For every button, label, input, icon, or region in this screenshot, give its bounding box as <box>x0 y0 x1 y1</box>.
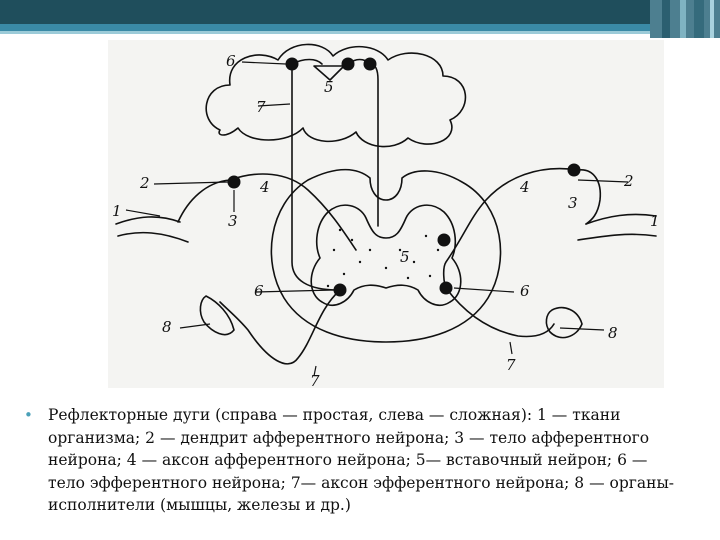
label-6-right: 6 <box>520 282 530 300</box>
label-5-center: 5 <box>400 248 410 266</box>
label-2-left: 2 <box>140 174 150 192</box>
figure-caption <box>24 404 684 517</box>
label-1-left: 1 <box>112 202 122 220</box>
label-5-top: 5 <box>324 78 334 96</box>
efferent-body-top-right <box>364 58 377 71</box>
label-6-left: 6 <box>254 282 264 300</box>
label-3-right: 3 <box>568 194 578 212</box>
efferent-body-top-mid <box>342 58 355 71</box>
label-8-left: 8 <box>162 318 172 336</box>
slide-header-bar <box>0 0 720 38</box>
efferent-body-top-left <box>286 58 299 71</box>
efferent-body-left <box>334 284 347 297</box>
bullet-icon: • <box>24 406 33 424</box>
afferent-body-left <box>228 176 241 189</box>
label-1-right: 1 <box>650 212 660 230</box>
caption-text: Рефлекторные дуги (справа — простая, слева — сложная): 1 — ткани организма; 2 — дендрит афферентного нейрона; 3 — тело афферентного нейрона; 4 — аксон афферентного нейрона; 5— вставочный нейрон; 6 — тело эфферентного нейрона; 7— аксон эфферентного нейрона; 8 — органы-исполнители (мышцы, железы и др.) <box>48 406 675 514</box>
interneuron-body-right <box>438 234 451 247</box>
label-6-top: 6 <box>226 52 236 70</box>
label-7-top: 7 <box>256 98 266 116</box>
label-4-right: 4 <box>520 178 530 196</box>
label-8-right: 8 <box>608 324 618 342</box>
label-2-right: 2 <box>624 172 634 190</box>
efferent-body-right <box>440 282 453 295</box>
afferent-body-right <box>568 164 581 177</box>
label-4-left: 4 <box>260 178 270 196</box>
label-7-bottom-left: 7 <box>310 372 320 388</box>
reflex-arc-diagram <box>108 40 664 388</box>
label-7-bottom-right: 7 <box>506 356 516 374</box>
label-3-left: 3 <box>228 212 238 230</box>
